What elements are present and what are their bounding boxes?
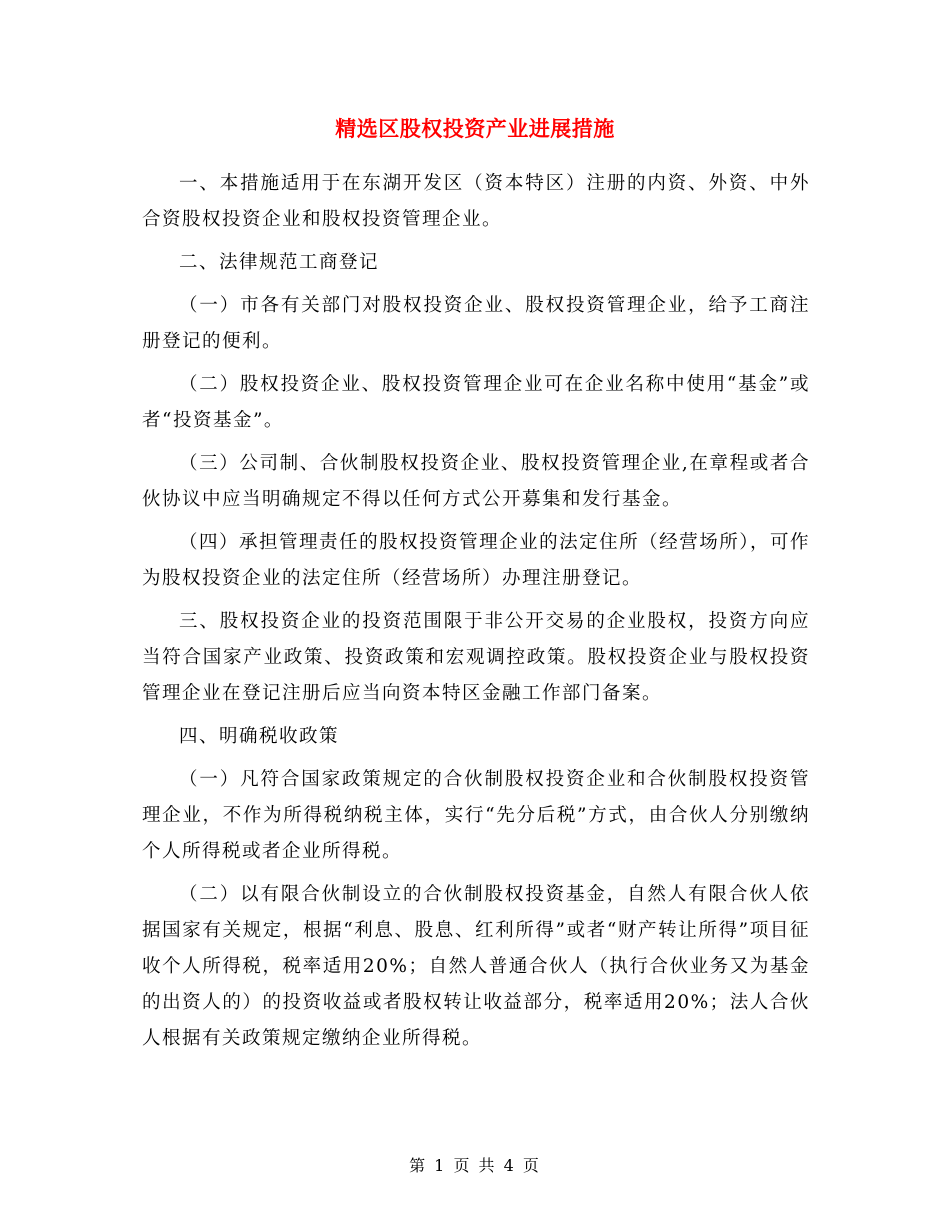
document-body (142, 166, 810, 1064)
paragraph-4-1: （一）凡符合国家政策规定的合伙制股权投资企业和合伙制股权投资管理企业，不作为所得税纳税主体，实行“先分后税”方式，由合伙人分别缴纳个人所得税或者企业所得税。 (142, 769, 810, 862)
section-heading-4: 四、明确税收政策 (179, 726, 340, 747)
document-title: 精选区股权投资产业进展措施 (335, 117, 615, 141)
paragraph-2-4: （四）承担管理责任的股权投资管理企业的法定住所（经营场所），可作为股权投资企业的法定住所（经营场所）办理注册登记。 (142, 532, 810, 589)
section-heading-2: 二、法律规范工商登记 (179, 252, 380, 273)
paragraph-2-3: （三）公司制、合伙制股权投资企业、股权投资管理企业,在章程或者合伙协议中应当明确规定不得以任何方式公开募集和发行基金。 (142, 453, 810, 510)
paragraph-2-2: （二）股权投资企业、股权投资管理企业可在企业名称中使用“基金”或者“投资基金”。 (142, 374, 810, 431)
paragraph-3: 三、股权投资企业的投资范围限于非公开交易的企业股权，投资方向应当符合国家产业政策、投资政策和宏观调控政策。股权投资企业与股权投资管理企业在登记注册后应当向资本特区金融工作部门备案。 (142, 611, 810, 704)
paragraph-1: 一、本措施适用于在东湖开发区（资本特区）注册的内资、外资、中外合资股权投资企业和股权投资管理企业。 (142, 173, 810, 230)
paragraph-4-2: （二）以有限合伙制设立的合伙制股权投资基金，自然人有限合伙人依据国家有关规定，根据“利息、股息、红利所得”或者“财产转让所得”项目征收个人所得税，税率适用20%；自然人普通合伙人（执行合伙业务又为基金的出资人的）的投资收益或者股权转让收益部分，税率适用20%；法人合伙人根据有关政策规定缴纳企业所得税。 (142, 884, 810, 1049)
paragraph-2-1: （一）市各有关部门对股权投资企业、股权投资管理企业，给予工商注册登记的便利。 (142, 295, 810, 352)
page-number-footer: 第 1 页 共 4 页 (409, 1156, 541, 1175)
